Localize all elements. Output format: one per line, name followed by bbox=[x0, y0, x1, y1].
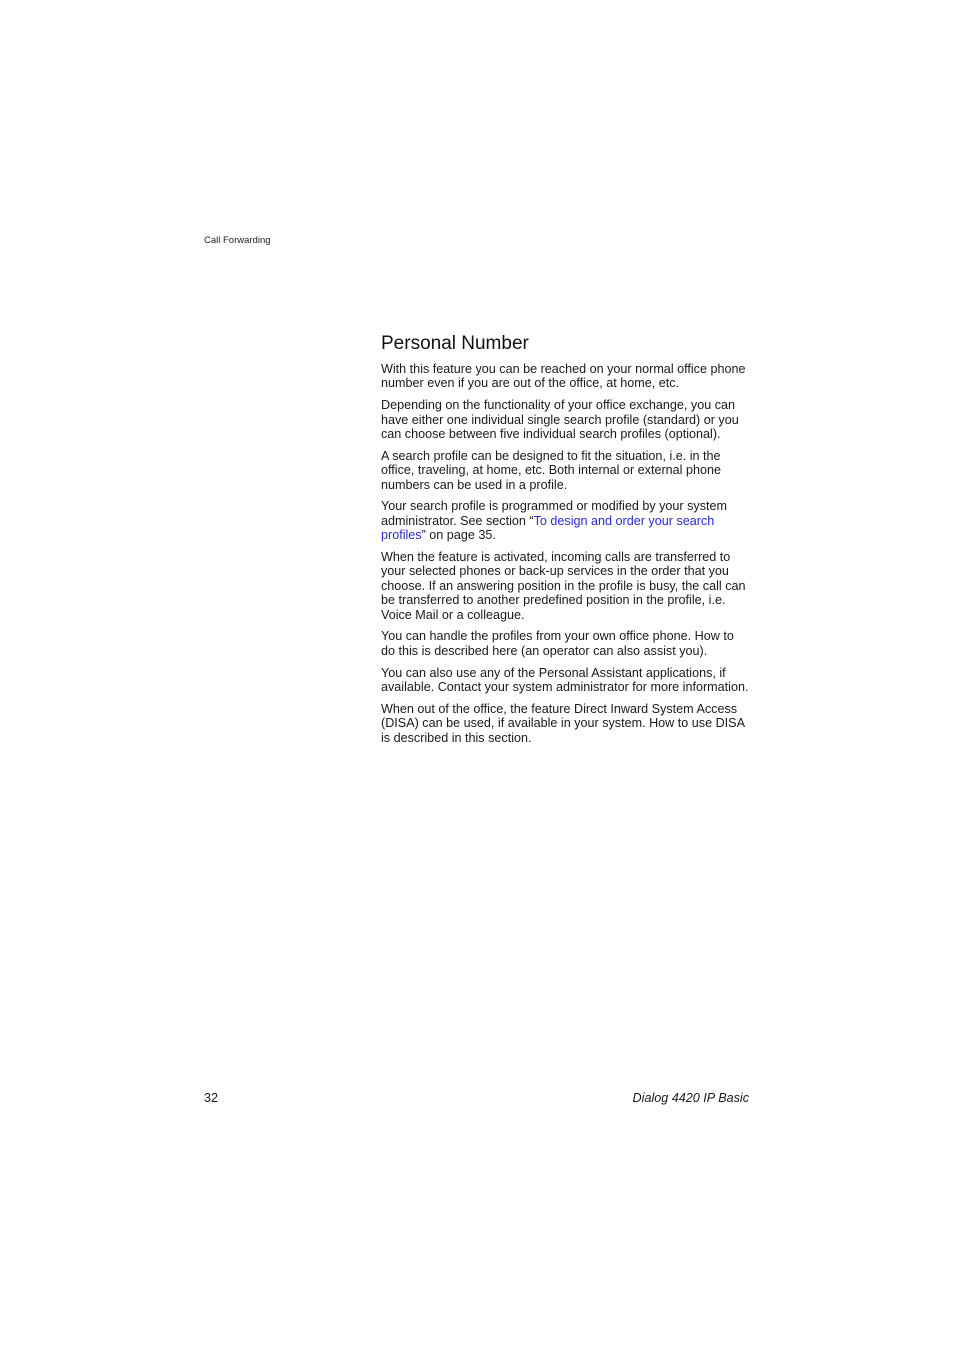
paragraph-reference bbox=[381, 499, 751, 542]
running-header: Call Forwarding bbox=[204, 235, 271, 246]
main-content bbox=[381, 333, 751, 752]
paragraph-profiles: Depending on the functionality of your office exchange, you can have either one individual single search profile (standard) or you can choose between five individual search profiles (optional). bbox=[381, 398, 739, 442]
paragraph-intro: With this feature you can be reached on your normal office phone number even if you are out of the office, at home, etc. bbox=[381, 362, 746, 391]
link-design-order-profiles[interactable]: To design and order your search profiles bbox=[381, 513, 715, 543]
document-title: Dialog 4420 IP Basic bbox=[632, 1091, 749, 1105]
paragraph-assistant: You can also use any of the Personal Assistant applications, if available. Contact your system administrator for more information. bbox=[381, 665, 749, 695]
reference-text-after: ” on page 35. bbox=[421, 528, 496, 543]
paragraph-handle: You can handle the profiles from your own office phone. How to do this is described here (an operator can also assist you). bbox=[381, 629, 734, 658]
paragraph-design: A search profile can be designed to fit the situation, i.e. in the office, traveling, at home, etc. Both internal or external phone numbers can be used in a profile. bbox=[381, 448, 722, 492]
page-number: 32 bbox=[204, 1091, 219, 1105]
section-title: Personal Number bbox=[381, 333, 529, 354]
paragraph-disa: When out of the office, the feature Direct Inward System Access (DISA) can be used, if available in your system. How to use DISA is described in this section. bbox=[381, 701, 745, 745]
paragraph-activated: When the feature is activated, incoming calls are transferred to your selected phones or back-up services in the order that you choose. If an answering position in the profile is busy, the call can be transferred to another predefined position in the profile, i.e. Voice Mail or a colleague. bbox=[381, 550, 746, 622]
reference-text-before: Your search profile is programmed or modified by your system administrator. See section “ bbox=[381, 499, 728, 528]
